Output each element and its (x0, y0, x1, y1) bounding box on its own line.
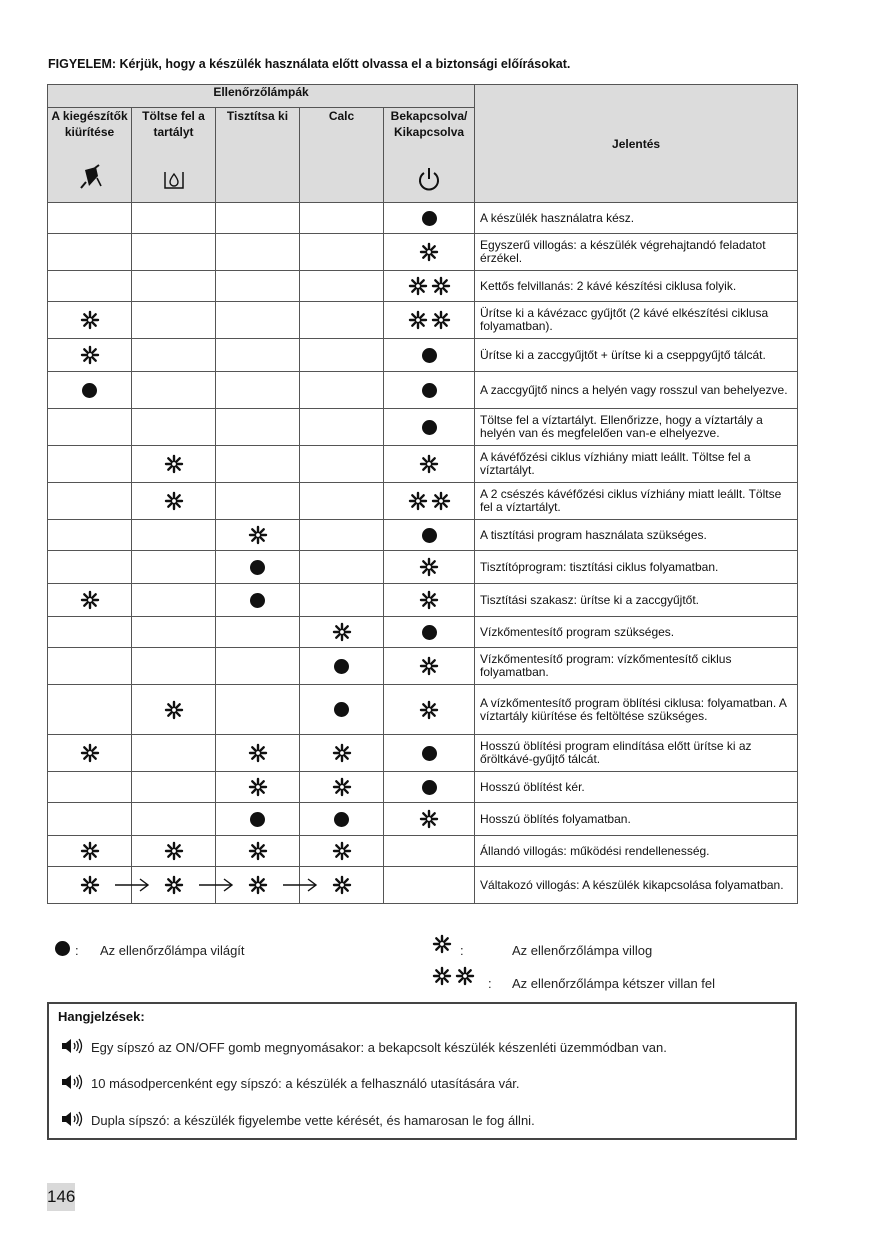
indicator-cell (132, 302, 216, 339)
indicator-cell (48, 617, 132, 648)
indicator-cell (300, 836, 384, 867)
light-blink-icon (80, 841, 100, 861)
speaker-icon (61, 1111, 83, 1130)
indicator-cell (300, 685, 384, 735)
indicator-cell (384, 685, 475, 735)
table-row (48, 409, 798, 446)
indicator-cell (132, 735, 216, 772)
meaning-cell: Vízkőmentesítő program: vízkőmentesítő ciklus folyamatban. (475, 648, 798, 685)
indicator-cell (384, 520, 475, 551)
light-on-icon (334, 812, 349, 827)
indicator-cell (48, 836, 132, 867)
indicator-cell (300, 551, 384, 584)
light-blink-icon (248, 777, 268, 797)
sound-item-text: Egy sípszó az ON/OFF gomb megnyomásakor: a bekapcsolt készülék készenléti üzemmódban van. (91, 1040, 667, 1055)
indicator-cell (300, 339, 384, 372)
table-row (48, 372, 798, 409)
light-double-blink-icon (432, 966, 475, 986)
column-header-label: Calc (328, 109, 355, 123)
sound-item (61, 1074, 520, 1093)
light-on-icon (82, 383, 97, 398)
legend-double-text: Az ellenőrzőlámpa kétszer villan fel (512, 976, 716, 991)
indicator-cell (48, 339, 132, 372)
indicator-cell (48, 803, 132, 836)
indicator-cell (48, 372, 132, 409)
indicator-cell (48, 446, 132, 483)
indicator-cell (216, 372, 300, 409)
indicator-cell (132, 409, 216, 446)
column-header (48, 108, 132, 203)
light-double-blink-icon (408, 310, 451, 330)
indicator-cell (384, 867, 475, 904)
column-header-label: Bekapcsolva/ Kikapcsolva (390, 109, 468, 139)
water-tank-icon (132, 168, 215, 196)
light-on-icon (334, 702, 349, 717)
indicator-cell (384, 551, 475, 584)
indicator-cell (300, 271, 384, 302)
light-blink-icon (419, 809, 439, 829)
meaning-cell: A 2 csészés kávéfőzési ciklus vízhiány miatt leállt. Töltse fel a víztartályt. (475, 483, 798, 520)
indicator-cell (48, 203, 132, 234)
indicator-cell (216, 446, 300, 483)
light-blink-icon (419, 656, 439, 676)
indicator-cell (132, 685, 216, 735)
meaning-cell: Kettős felvillanás: 2 kávé készítési ciklusa folyik. (475, 271, 798, 302)
table-row (48, 271, 798, 302)
sound-signals-box (47, 1002, 797, 1140)
page-number: 146 (47, 1183, 75, 1211)
indicator-cell (216, 483, 300, 520)
light-blink-icon (332, 875, 352, 895)
light-blink-icon (332, 622, 352, 642)
column-header (300, 108, 384, 203)
indicator-cell (48, 685, 132, 735)
legend-blink-text: Az ellenőrzőlámpa villog (512, 943, 653, 958)
indicator-cell (216, 772, 300, 803)
indicator-cell (300, 203, 384, 234)
indicator-cell (48, 772, 132, 803)
light-blink-icon (80, 345, 100, 365)
indicator-light-table (47, 84, 798, 904)
table-row (48, 446, 798, 483)
table-row (48, 302, 798, 339)
indicator-cell (300, 302, 384, 339)
column-header (216, 108, 300, 203)
indicator-cell (216, 203, 300, 234)
sound-signals-title: Hangjelzések: (58, 1009, 145, 1024)
indicator-cell (48, 409, 132, 446)
indicator-cell (48, 520, 132, 551)
light-blink-icon (80, 310, 100, 330)
indicator-cell (216, 648, 300, 685)
table-row (48, 520, 798, 551)
table-row (48, 203, 798, 234)
power-icon (384, 166, 474, 196)
indicator-cell (216, 584, 300, 617)
light-on-icon (55, 941, 70, 956)
indicator-cell (216, 339, 300, 372)
column-header-label: A kiegészítők kiürítése (51, 109, 128, 139)
indicator-cell (48, 584, 132, 617)
light-blink-icon (248, 875, 268, 895)
light-on-icon (334, 659, 349, 674)
table-row (48, 551, 798, 584)
indicator-cell (216, 617, 300, 648)
indicator-cell (132, 648, 216, 685)
indicator-cell (48, 648, 132, 685)
meaning-cell: A tisztítási program használata szükséges. (475, 520, 798, 551)
sound-item (61, 1038, 667, 1057)
indicator-cell (384, 271, 475, 302)
indicator-cell (384, 483, 475, 520)
sound-item-text: Dupla sípszó: a készülék figyelembe vette kérését, és hamarosan le fog állni. (91, 1113, 535, 1128)
indicator-cell (132, 203, 216, 234)
indicator-cell (216, 271, 300, 302)
light-blink-icon (164, 700, 184, 720)
meaning-cell: Vízkőmentesítő program szükséges. (475, 617, 798, 648)
meaning-cell: A zaccgyűjtő nincs a helyén vagy rosszul van behelyezve. (475, 372, 798, 409)
light-on-icon (422, 383, 437, 398)
light-double-blink-icon (408, 276, 451, 296)
legend-colon: : (460, 943, 464, 958)
indicator-cell (132, 271, 216, 302)
meaning-cell: A készülék használatra kész. (475, 203, 798, 234)
meaning-cell: Hosszú öblítési program elindítása előtt ürítse ki az őröltkávé-gyűjtő tálcát. (475, 735, 798, 772)
table-row (48, 803, 798, 836)
light-blink-icon (80, 590, 100, 610)
indicator-cell (384, 617, 475, 648)
table-row (48, 685, 798, 735)
light-blink-icon (419, 557, 439, 577)
grounds-container-icon (48, 164, 131, 196)
indicator-cell (300, 409, 384, 446)
indicator-cell (216, 735, 300, 772)
indicator-cell (300, 234, 384, 271)
indicator-cell (48, 271, 132, 302)
meaning-cell: Hosszú öblítést kér. (475, 772, 798, 803)
indicator-cell (384, 836, 475, 867)
indicator-cell (384, 584, 475, 617)
indicator-cell (132, 372, 216, 409)
indicator-cell (384, 302, 475, 339)
indicator-cell (384, 203, 475, 234)
indicator-cell (132, 446, 216, 483)
meaning-cell: Váltakozó villogás: A készülék kikapcsolása folyamatban. (475, 867, 798, 904)
meaning-cell: Ürítse ki a kávézacc gyűjtőt (2 kávé elkészítési ciklusa folyamatban). (475, 302, 798, 339)
indicator-cell (384, 372, 475, 409)
indicator-cell (48, 735, 132, 772)
light-on-icon (422, 780, 437, 795)
indicator-lights-header: Ellenőrzőlámpák (48, 85, 475, 108)
indicator-cell (216, 551, 300, 584)
light-blink-icon (164, 841, 184, 861)
meaning-cell: Tisztítási szakasz: ürítse ki a zaccgyűjtőt. (475, 584, 798, 617)
light-blink-icon (164, 454, 184, 474)
light-blink-icon (332, 777, 352, 797)
indicator-cell (300, 867, 384, 904)
meaning-cell: Ürítse ki a zaccgyűjtőt + ürítse ki a cseppgyűjtő tálcát. (475, 339, 798, 372)
table-row (48, 735, 798, 772)
light-blink-icon (332, 743, 352, 763)
indicator-cell (216, 836, 300, 867)
indicator-cell (384, 446, 475, 483)
indicator-cell (48, 483, 132, 520)
meaning-cell: Tisztítóprogram: tisztítási ciklus folyamatban. (475, 551, 798, 584)
indicator-cell (132, 584, 216, 617)
light-blink-icon (419, 700, 439, 720)
indicator-cell (384, 648, 475, 685)
light-on-icon (422, 420, 437, 435)
indicator-cell (216, 409, 300, 446)
indicator-cell (132, 483, 216, 520)
indicator-cell (48, 302, 132, 339)
indicator-cell (216, 685, 300, 735)
indicator-cell (48, 551, 132, 584)
light-blink-icon (419, 454, 439, 474)
light-blink-icon (419, 242, 439, 262)
light-blink-icon (248, 841, 268, 861)
meaning-cell: A vízkőmentesítő program öblítési ciklusa: folyamatban. A víztartály kiürítése és feltöltése szükséges. (475, 685, 798, 735)
light-blink-icon (432, 934, 452, 954)
indicator-cell (132, 772, 216, 803)
meaning-cell: Töltse fel a víztartályt. Ellenőrizze, hogy a víztartály a helyén van és megfelelően van-e elhelyezve. (475, 409, 798, 446)
table-row (48, 836, 798, 867)
table-row (48, 617, 798, 648)
indicator-cell (384, 409, 475, 446)
legend-colon: : (488, 976, 492, 991)
light-blink-icon (419, 590, 439, 610)
meaning-header: Jelentés (475, 85, 798, 203)
light-blink-icon (80, 875, 100, 895)
indicator-cell (216, 803, 300, 836)
indicator-cell (384, 803, 475, 836)
light-blink-icon (80, 743, 100, 763)
table-row (48, 648, 798, 685)
column-header-label: Tisztítsa ki (226, 109, 289, 123)
indicator-cell (300, 772, 384, 803)
indicator-cell (300, 648, 384, 685)
indicator-cell (132, 339, 216, 372)
table-row (48, 234, 798, 271)
indicator-cell (300, 803, 384, 836)
indicator-cell (132, 836, 216, 867)
light-blink-icon (164, 875, 184, 895)
meaning-cell: Hosszú öblítés folyamatban. (475, 803, 798, 836)
light-on-icon (422, 746, 437, 761)
column-header (384, 108, 475, 203)
table-row (48, 584, 798, 617)
meaning-cell: A kávéfőzési ciklus vízhiány miatt leállt. Töltse fel a víztartályt. (475, 446, 798, 483)
table-row (48, 867, 798, 904)
indicator-cell (132, 617, 216, 648)
column-header (132, 108, 216, 203)
indicator-cell (384, 234, 475, 271)
light-blink-icon (164, 491, 184, 511)
safety-warning: FIGYELEM: Kérjük, hogy a készülék használata előtt olvassa el a biztonsági előírásokat. (48, 57, 571, 71)
indicator-cell (216, 302, 300, 339)
light-blink-icon (332, 841, 352, 861)
light-blink-icon (248, 525, 268, 545)
light-on-icon (250, 560, 265, 575)
arrow-right-icon (282, 877, 318, 893)
light-double-blink-icon (408, 491, 451, 511)
light-on-icon (422, 625, 437, 640)
indicator-cell (300, 520, 384, 551)
light-blink-icon (248, 743, 268, 763)
indicator-cell (300, 483, 384, 520)
indicator-cell (132, 520, 216, 551)
light-on-icon (422, 211, 437, 226)
light-on-icon (250, 812, 265, 827)
indicator-cell (300, 735, 384, 772)
light-on-icon (250, 593, 265, 608)
indicator-cell (132, 551, 216, 584)
speaker-icon (61, 1038, 83, 1057)
legend-on-text: Az ellenőrzőlámpa világít (100, 943, 245, 958)
indicator-cell (384, 735, 475, 772)
indicator-cell (384, 339, 475, 372)
arrow-right-icon (114, 877, 150, 893)
indicator-cell (216, 520, 300, 551)
indicator-cell (300, 584, 384, 617)
meaning-cell: Állandó villogás: működési rendellenesség. (475, 836, 798, 867)
column-header-label: Töltse fel a tartályt (142, 109, 205, 139)
indicator-cell (216, 234, 300, 271)
sound-item-text: 10 másodpercenként egy sípszó: a készülék a felhasználó utasítására vár. (91, 1076, 520, 1091)
indicator-cell (300, 372, 384, 409)
meaning-cell: Egyszerű villogás: a készülék végrehajtandó feladatot érzékel. (475, 234, 798, 271)
indicator-cell (384, 772, 475, 803)
legend-colon: : (75, 943, 79, 958)
indicator-cell (48, 234, 132, 271)
arrow-right-icon (198, 877, 234, 893)
light-on-icon (422, 348, 437, 363)
indicator-cell (300, 617, 384, 648)
table-row (48, 483, 798, 520)
indicator-cell (132, 803, 216, 836)
table-row (48, 339, 798, 372)
speaker-icon (61, 1074, 83, 1093)
table-row (48, 772, 798, 803)
light-on-icon (422, 528, 437, 543)
indicator-cell (132, 234, 216, 271)
sound-item (61, 1111, 535, 1130)
indicator-cell (300, 446, 384, 483)
